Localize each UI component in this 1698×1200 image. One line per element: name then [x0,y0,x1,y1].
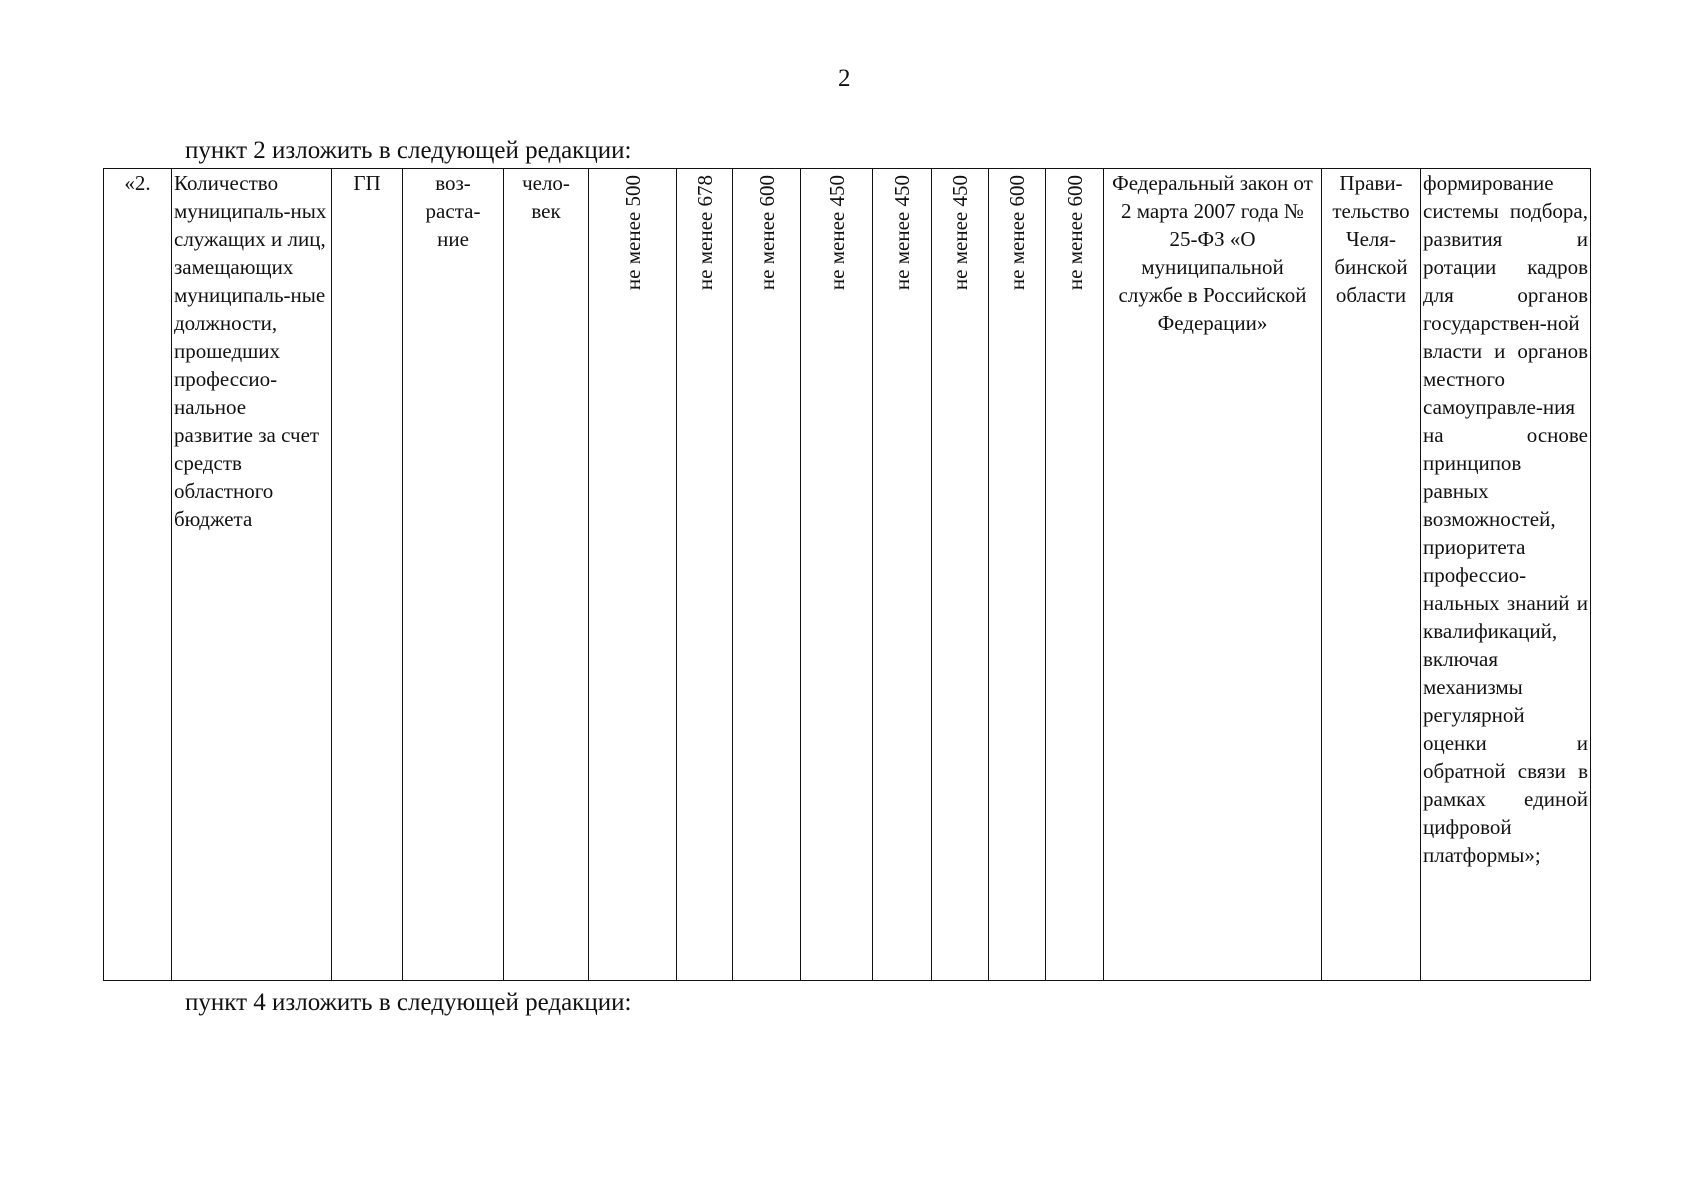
value-cell-1 [589,169,677,981]
unit: чело-век [522,171,570,223]
value-cell-3 [733,169,801,981]
value-3: не менее 600 [754,175,779,291]
value-2: не менее 678 [692,175,717,291]
row-number: «2. [124,171,151,195]
indicator-cell [172,169,332,981]
value-cell-2 [677,169,733,981]
value-cell-8 [1046,169,1104,981]
responsible-body: Прави-тельство Челя-бинской области [1332,171,1410,307]
outro-text: пункт 4 изложить в следующей редакции: [185,989,632,1016]
law-cell [1104,169,1322,981]
value-7: не менее 600 [1005,175,1029,291]
indicator-table [103,168,1591,981]
table-row [104,169,1591,981]
goal-cell [1421,169,1591,981]
value-cell-7 [989,169,1046,981]
value-1: не менее 500 [620,175,645,291]
value-cell-5 [873,169,932,981]
value-8: не менее 600 [1062,175,1087,291]
value-cell-4 [801,169,873,981]
program-code: ГП [353,171,381,195]
page-number: 2 [838,65,851,92]
value-5: не менее 450 [890,175,914,291]
value-6: не менее 450 [948,175,972,291]
indicator-name: Количество муниципаль-ных служащих и лиц, замещающих муниципаль-ные должности, прошедших профессио-нальное развитие за счет средств областного бюджета [174,171,327,531]
direction: воз-раста-ние [425,171,481,251]
unit-cell [504,169,589,981]
responsible-cell [1322,169,1421,981]
value-cell-6 [932,169,989,981]
intro-text: пункт 2 изложить в следующей редакции: [185,137,632,164]
program-cell [332,169,403,981]
legal-basis: Федеральный закон от 2 марта 2007 года № 25-ФЗ «О муниципальной службе в Российской Федерации» [1112,171,1313,335]
value-4: не менее 450 [824,175,849,291]
goal-text: формирование системы подбора, развития и ротации кадров для органов государствен-ной власти и органов местного самоуправле-ния на основе принципов равных возможностей, приоритета профессио-нальных знаний и квалификаций, включая механизмы регулярной оценки и обратной связи в рамках единой цифровой платформы»; [1423,171,1588,867]
direction-cell [403,169,504,981]
row-number-cell [104,169,172,981]
